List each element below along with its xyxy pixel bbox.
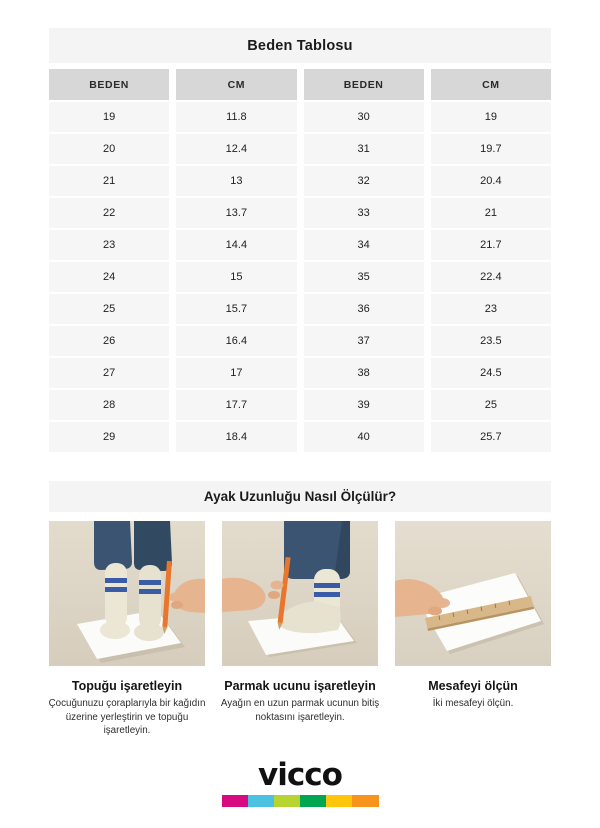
step-title: Topuğu işaretleyin [71, 679, 183, 693]
size-table-title: Beden Tablosu [247, 37, 353, 54]
size-table-cell: 19 [431, 102, 551, 132]
step-title: Parmak ucunu işaretleyin [224, 679, 376, 693]
size-table [49, 69, 551, 452]
size-table-cell: 26 [49, 326, 169, 356]
size-table-row [49, 358, 551, 388]
heel-marking-photo [49, 521, 205, 666]
size-table-cell: 21.7 [431, 230, 551, 260]
size-table-cell: 35 [304, 262, 424, 292]
size-table-row [49, 166, 551, 196]
size-table-cell: 23 [49, 230, 169, 260]
measure-step-mark-toe [222, 521, 378, 738]
logo-color-segment [326, 795, 352, 807]
logo-color-segment [300, 795, 326, 807]
size-table-row [49, 390, 551, 420]
measure-step-mark-heel [49, 521, 205, 738]
size-table-cell: 32 [304, 166, 424, 196]
size-table-cell: 38 [304, 358, 424, 388]
size-table-cell: 39 [304, 390, 424, 420]
size-table-cell: 17 [176, 358, 296, 388]
measure-step-measure-distance [395, 521, 551, 738]
size-table-header-row [49, 69, 551, 100]
size-table-cell: 33 [304, 198, 424, 228]
size-table-cell: 20 [49, 134, 169, 164]
size-table-cell: 25 [431, 390, 551, 420]
toe-marking-photo [222, 521, 378, 666]
size-table-cell: 29 [49, 422, 169, 452]
size-table-row [49, 422, 551, 452]
size-table-row [49, 230, 551, 260]
size-table-cell: 13.7 [176, 198, 296, 228]
size-table-cell: 36 [304, 294, 424, 324]
size-table-cell: 37 [304, 326, 424, 356]
size-table-header-cell: BEDEN [49, 69, 169, 100]
size-table-header-cell: BEDEN [304, 69, 424, 100]
size-table-cell: 18.4 [176, 422, 296, 452]
size-table-cell: 23 [431, 294, 551, 324]
size-table-cell: 31 [304, 134, 424, 164]
size-table-cell: 24 [49, 262, 169, 292]
logo-color-segment [248, 795, 274, 807]
size-table-cell: 21 [431, 198, 551, 228]
size-table-cell: 21 [49, 166, 169, 196]
step-description: Ayağın en uzun parmak ucunun bitiş noktasını işaretleyin. [220, 698, 380, 723]
logo-color-segment [222, 795, 248, 807]
size-table-cell: 34 [304, 230, 424, 260]
vicco-logo-wordmark: vicco [258, 756, 342, 793]
size-table-cell: 28 [49, 390, 169, 420]
size-table-cell: 25.7 [431, 422, 551, 452]
size-table-cell: 25 [49, 294, 169, 324]
size-table-header [49, 69, 551, 100]
logo-color-segment [274, 795, 300, 807]
size-table-cell: 14.4 [176, 230, 296, 260]
size-table-cell: 27 [49, 358, 169, 388]
vicco-logo-color-bar [222, 795, 379, 807]
brand-footer [49, 756, 551, 807]
size-table-cell: 16.4 [176, 326, 296, 356]
size-table-row [49, 134, 551, 164]
step-title: Mesafeyi ölçün [428, 679, 518, 693]
size-table-cell: 15 [176, 262, 296, 292]
size-table-cell: 23.5 [431, 326, 551, 356]
size-table-row [49, 198, 551, 228]
size-table-cell: 13 [176, 166, 296, 196]
measure-section-title: Ayak Uzunluğu Nasıl Ölçülür? [203, 489, 397, 504]
size-table-cell: 22.4 [431, 262, 551, 292]
size-table-cell: 40 [304, 422, 424, 452]
size-table-row [49, 326, 551, 356]
ruler-measuring-photo [395, 521, 551, 666]
size-table-body [49, 102, 551, 452]
size-table-cell: 24.5 [431, 358, 551, 388]
size-table-row [49, 102, 551, 132]
size-table-row [49, 294, 551, 324]
size-table-cell: 19 [49, 102, 169, 132]
step-description: İki mesafeyi ölçün. [432, 698, 514, 709]
size-table-cell: 11.8 [176, 102, 296, 132]
measure-steps [49, 521, 551, 738]
size-table-title-bar [49, 28, 551, 63]
size-table-cell: 15.7 [176, 294, 296, 324]
measure-section-title-bar [49, 481, 551, 512]
size-table-header-cell: CM [431, 69, 551, 100]
size-table-cell: 12.4 [176, 134, 296, 164]
logo-color-segment [352, 795, 378, 807]
size-guide-page [0, 28, 600, 828]
size-table-header-cell: CM [176, 69, 296, 100]
size-table-cell: 20.4 [431, 166, 551, 196]
size-table-cell: 17.7 [176, 390, 296, 420]
size-table-cell: 30 [304, 102, 424, 132]
size-table-cell: 19.7 [431, 134, 551, 164]
size-table-cell: 22 [49, 198, 169, 228]
step-description: Çocuğunuzu çoraplarıyla bir kağıdın üzerine yerleştirin ve topuğu işaretleyin. [48, 698, 206, 736]
size-table-row [49, 262, 551, 292]
